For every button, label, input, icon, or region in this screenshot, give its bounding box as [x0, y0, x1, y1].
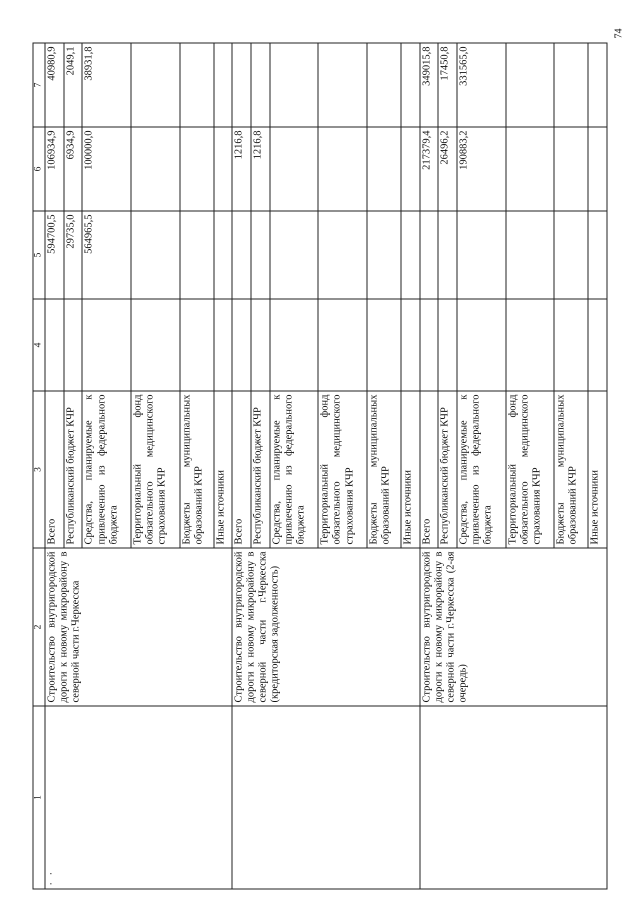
table-row: [45, 43, 64, 889]
source-label: Иные источники: [401, 391, 420, 548]
value-cell: 331565,0: [457, 43, 506, 127]
table-row: [420, 43, 439, 889]
value-cell: [251, 211, 270, 299]
header-row: [33, 43, 45, 889]
source-label: Всего: [420, 391, 439, 548]
value-cell: 17450,8: [438, 43, 457, 127]
source-label: Средства, планируемые к привлечению из федерального бюджета: [270, 391, 319, 548]
number-cell: [420, 706, 607, 889]
source-label: Бюджеты муниципальных образований КЧР: [367, 391, 401, 548]
table-row: [232, 43, 251, 889]
value-cell: [232, 299, 251, 391]
source-label: Всего: [232, 391, 251, 548]
source-label: Иные источники: [588, 391, 607, 548]
source-label: Территориальный фонд обязательного медицинского страхования КЧР: [318, 391, 367, 548]
value-cell: [232, 43, 251, 127]
source-label: Территориальный фонд обязательного медицинского страхования КЧР: [506, 391, 555, 548]
value-cell: [251, 43, 270, 127]
header-col-1: 1: [33, 706, 45, 889]
source-label: Республиканский бюджет КЧР: [251, 391, 270, 548]
source-label: Бюджеты муниципальных образований КЧР: [554, 391, 588, 548]
value-cell: [232, 211, 251, 299]
value-cell: 2049,1: [64, 43, 83, 127]
object-title: Строительство внутригородской дороги к новому микрорайону в северной части г.Черкесска (2-ая очередь): [420, 548, 607, 706]
financing-table: [33, 42, 608, 889]
header-col-3: 3: [33, 391, 45, 548]
value-cell: [438, 211, 457, 299]
rotated-document: [33, 43, 608, 889]
value-cell: [251, 299, 270, 391]
value-cell: [420, 299, 439, 391]
source-label: Средства, планируемые к привлечению из федерального бюджета: [457, 391, 506, 548]
value-cell: 1216,8: [251, 127, 270, 211]
value-cell: 190883,2: [457, 127, 506, 211]
source-label: Республиканский бюджет КЧР: [438, 391, 457, 548]
source-label: Республиканский бюджет КЧР: [64, 391, 83, 548]
value-cell: [270, 43, 319, 127]
value-cell: 564965,5: [82, 211, 131, 299]
value-cell: [438, 299, 457, 391]
object-title: Строительство внутригородской дороги к новому микрорайону в северной части г.Черкесска: [45, 548, 232, 706]
number-cell: [232, 706, 419, 889]
value-cell: [270, 127, 319, 211]
value-cell: [270, 299, 319, 391]
source-label: Территориальный фонд обязательного медицинского страхования КЧР: [131, 391, 180, 548]
header-col-2: 2: [33, 548, 45, 706]
number-cell: · ·: [45, 706, 232, 889]
value-cell: 1216,8: [232, 127, 251, 211]
value-cell: 40980,9: [45, 43, 64, 127]
value-cell: 594700,5: [45, 211, 64, 299]
header-col-5: 5: [33, 211, 45, 299]
value-cell: [270, 211, 319, 299]
value-cell: [457, 211, 506, 299]
value-cell: 106934,9: [45, 127, 64, 211]
value-cell: 349015,8: [420, 43, 439, 127]
source-label: Всего: [45, 391, 64, 548]
object-title: Строительство внутригородской дороги к новому микрорайону в северной части г.Черкесска (кредиторская задолженность): [232, 548, 419, 706]
header-col-6: 6: [33, 127, 45, 211]
value-cell: 29735,0: [64, 211, 83, 299]
value-cell: 38931,8: [82, 43, 131, 127]
source-label: Бюджеты муниципальных образований КЧР: [180, 391, 214, 548]
value-cell: 217379,4: [420, 127, 439, 211]
source-label: Средства, планируемые к привлечению из федерального бюджета: [82, 391, 131, 548]
value-cell: [420, 211, 439, 299]
value-cell: [82, 299, 131, 391]
value-cell: [45, 299, 64, 391]
value-cell: 6934,9: [64, 127, 83, 211]
header-col-4: 4: [33, 299, 45, 391]
page-number: 74: [613, 28, 625, 39]
header-col-7: 7: [33, 43, 45, 127]
value-cell: 26496,2: [438, 127, 457, 211]
value-cell: [64, 299, 83, 391]
source-label: Иные источники: [214, 391, 233, 548]
value-cell: 100000,0: [82, 127, 131, 211]
value-cell: [457, 299, 506, 391]
